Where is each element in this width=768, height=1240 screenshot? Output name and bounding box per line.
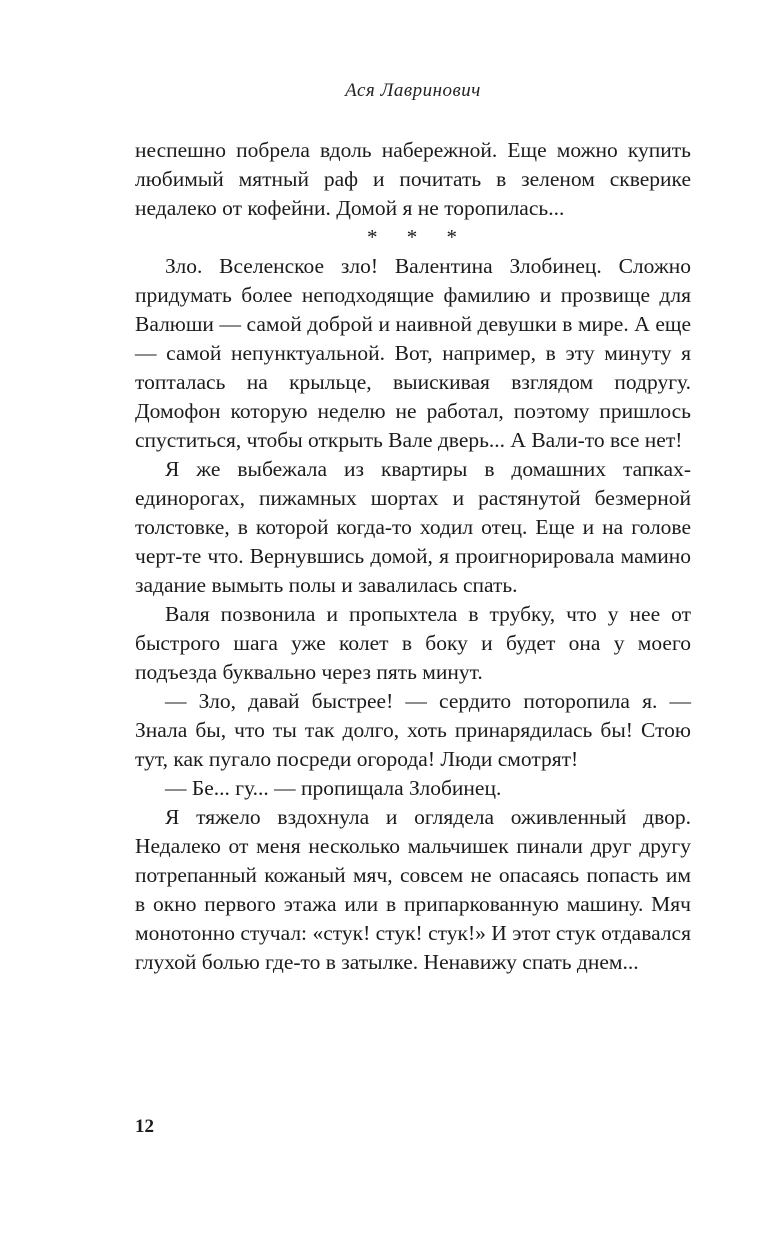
page-number: 12	[135, 1116, 154, 1137]
paragraph-continuation: неспешно побрела вдоль набережной. Еще можно купить любимый мятный раф и почитать в зеленом скверике недалеко от кофейни. Домой я не торопилась...	[135, 138, 691, 220]
section-separator: * * *	[367, 225, 459, 249]
paragraph: Зло. Вселенское зло! Валентина Злобинец. Сложно придумать более неподходящие фамилию и прозвище для Валюши — самой доброй и наивной девушки в мире. А еще — самой непунктуальной. Вот, например, в эту минуту я топталась на крыльце, выискивая взглядом подругу. Домофон которую неделю не работал, поэтому пришлось спуститься, чтобы открыть Вале дверь... А Вали-то все нет!	[135, 254, 691, 452]
paragraph-dialogue: — Зло, давай быстрее! — сердито поторопила я. — Знала бы, что ты так долго, хоть принарядилась бы! Стою тут, как пугало посреди огорода! Люди смотрят!	[135, 689, 691, 771]
paragraph: Я тяжело вздохнула и оглядела оживленный двор. Недалеко от меня несколько мальчишек пинали друг другу потрепанный кожаный мяч, совсем не опасаясь попасть им в окно первого этажа или в припаркованную машину. Мяч монотонно стучал: «стук! стук! стук!» И этот стук отдавался глухой болью где-то в затылке. Ненавижу спать днем...	[135, 805, 691, 974]
paragraph-dialogue: — Бе... гу... — пропищала Злобинец.	[165, 776, 502, 800]
paragraph: Я же выбежала из квартиры в домашних тапках-единорогах, пижамных шортах и растянутой безмерной толстовке, в которой когда-то ходил отец. Еще и на голове черт-те что. Вернувшись домой, я проигнорировала мамино задание вымыть полы и завалилась спать.	[135, 457, 691, 597]
body-text-block	[135, 136, 691, 977]
running-head-author: Ася Лавринович	[345, 80, 481, 101]
paragraph: Валя позвонила и пропыхтела в трубку, что у нее от быстрого шага уже колет в боку и будет она у моего подъезда буквально через пять минут.	[135, 602, 691, 684]
